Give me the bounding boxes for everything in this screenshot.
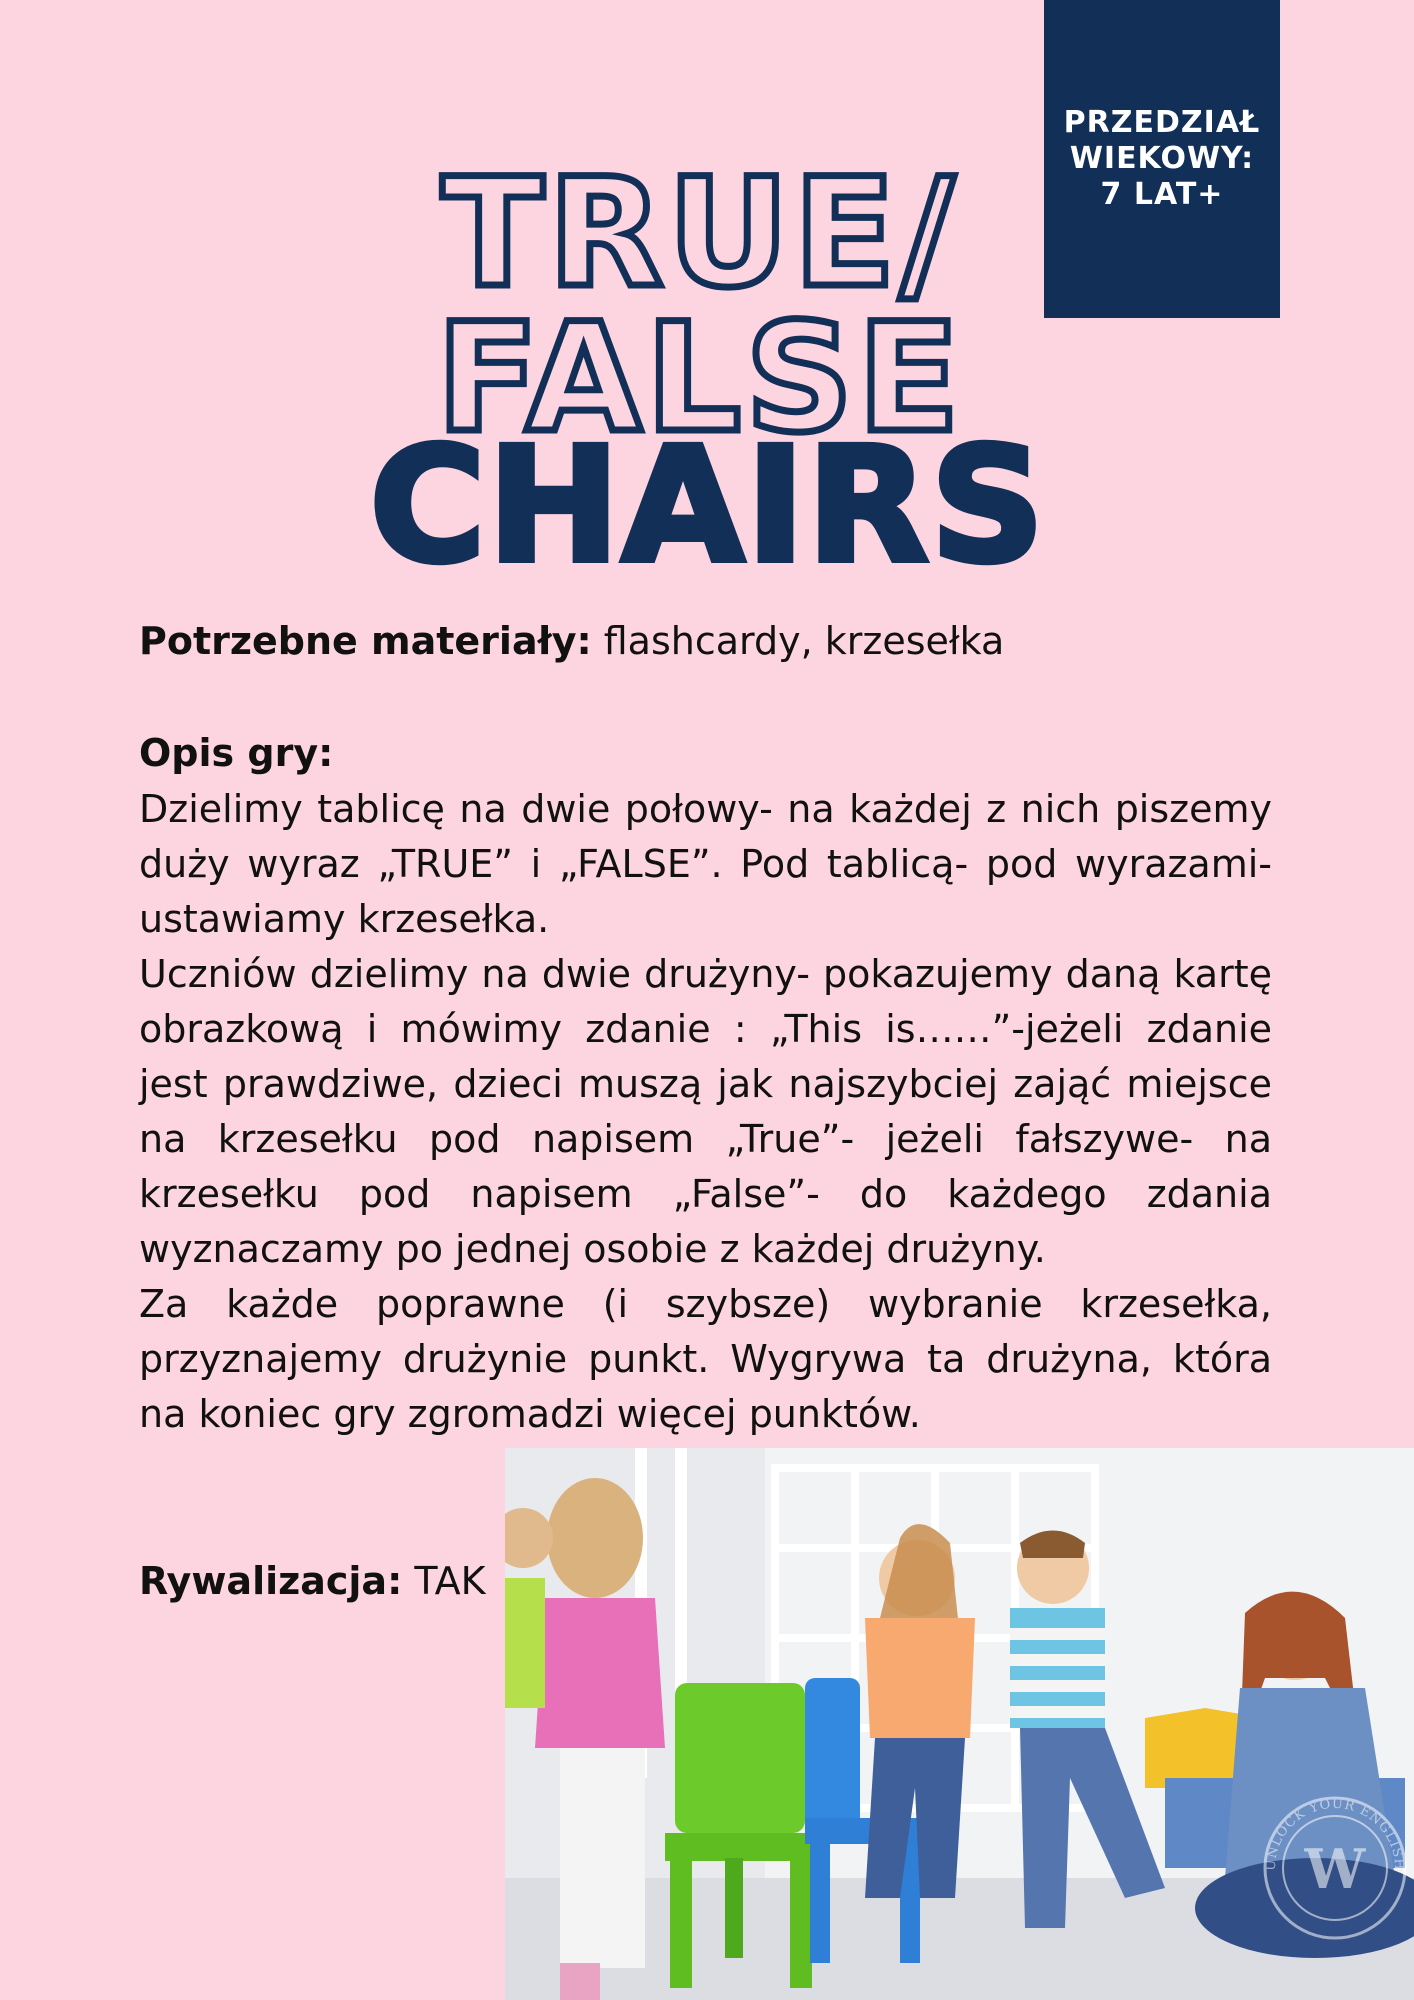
title-graphic (0, 0, 1414, 600)
rivalry-line (139, 1555, 486, 1607)
age-range-text: PRZEDZIAŁ WIEKOWY: 7 LAT+ (1063, 105, 1261, 212)
rivalry-value: TAK (402, 1559, 486, 1603)
materials-line (139, 615, 1272, 667)
description-paragraph: Za każde poprawne (i szybsze) wybranie krzesełka, przyznajemy drużynie punkt. Wygrywa ta drużyna, która na koniec gry zgromadzi więcej punktów. (139, 1282, 1272, 1436)
title-line-false: FALSE (436, 292, 964, 466)
photo-illustration (505, 1448, 1414, 2000)
children-playing-photo (505, 1448, 1414, 2000)
title-line-chairs: CHAIRS (369, 414, 1047, 598)
rivalry-label: Rywalizacja: (139, 1559, 403, 1603)
description-heading: Opis gry: (139, 731, 334, 775)
description-paragraph: Uczniów dzielimy na dwie drużyny- pokazujemy daną kartę obrazkową i mówimy zdanie : „This is……”-jeżeli zdanie jest prawdziwe, dzieci muszą jak najszybciej zająć miejsce na krzesełku pod napisem „True”- jeżeli fałszywe- na krzesełku pod napisem „False”- do każdego zdania wyznaczamy po jednej osobie z każdej drużyny. (139, 952, 1272, 1271)
description-body (139, 782, 1272, 1442)
title-line-true: TRUE/ (441, 147, 959, 321)
watermark-initials: W (1304, 1837, 1366, 1901)
materials-label: Potrzebne materiały: (139, 619, 592, 663)
watermark-text: UNLOCK YOUR ENGLISH (1263, 1796, 1407, 1872)
materials-value: flashcardy, krzesełka (591, 619, 1005, 663)
description-paragraph: Dzielimy tablicę na dwie połowy- na każdej z nich piszemy duży wyraz „TRUE” i „FALSE”. Pod tablicą- pod wyrazami- ustawiamy krzesełka. (139, 787, 1272, 941)
